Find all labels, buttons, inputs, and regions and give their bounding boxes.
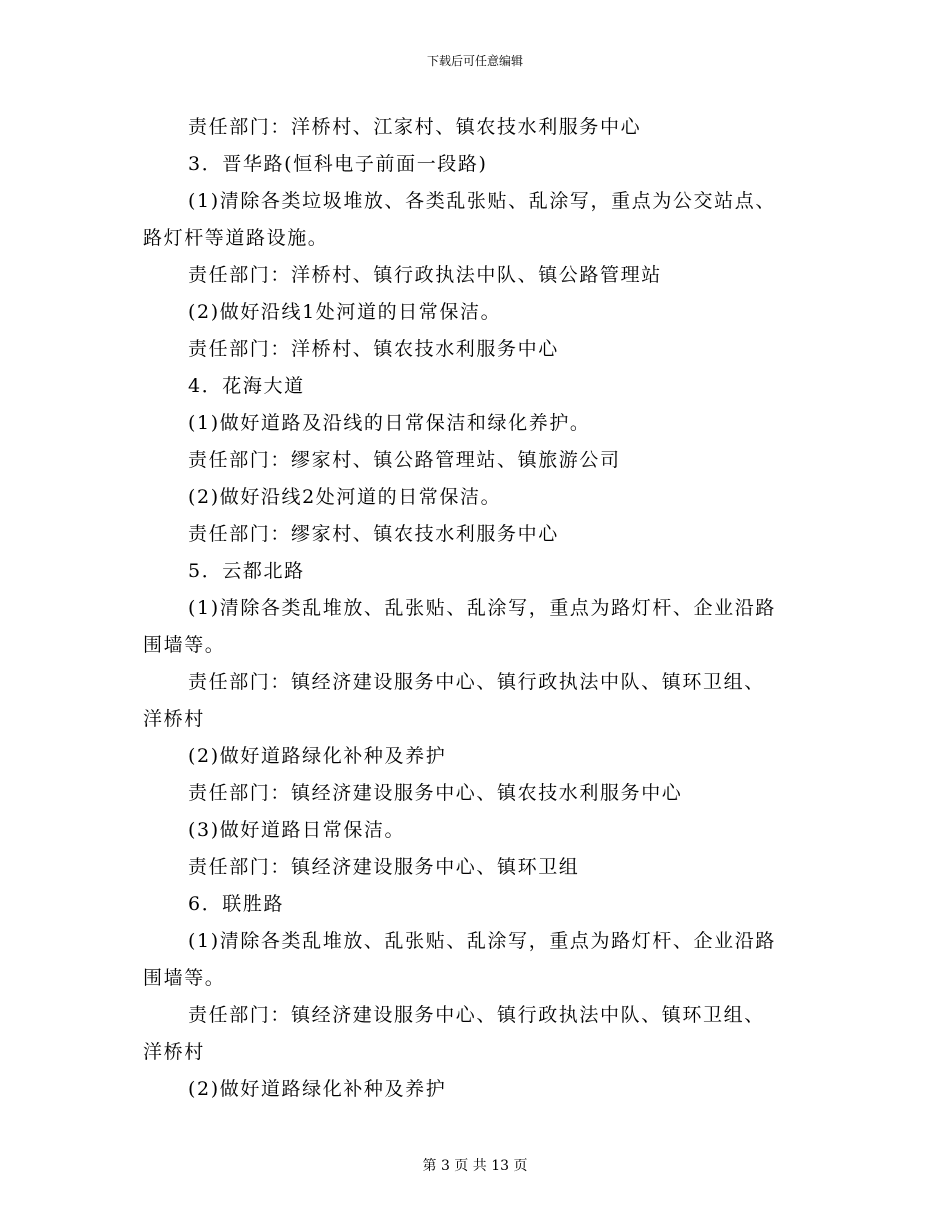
page-footer: 第 3 页 共 13 页: [422, 1158, 528, 1174]
section-heading: 3．晋华路(恒科电子前面一段路): [188, 153, 488, 175]
text-line: (2)做好沿线2处河道的日常保洁。: [188, 486, 502, 508]
section-heading: 5．云都北路: [188, 560, 305, 582]
section-heading: 4．花海大道: [188, 375, 305, 397]
text-line: 围墙等。: [143, 634, 226, 656]
page-header: 下载后可任意编辑: [426, 54, 523, 68]
text-line: 责任部门：镇经济建设服务中心、镇行政执法中队、镇环卫组、: [188, 1004, 765, 1026]
text-line: 责任部门：镇经济建设服务中心、镇农技水利服务中心: [188, 782, 683, 804]
text-line: 责任部门：洋桥村、镇行政执法中队、镇公路管理站: [188, 264, 662, 286]
text-line: 围墙等。: [143, 967, 226, 989]
text-line: (1)做好道路及沿线的日常保洁和绿化养护。: [188, 412, 591, 434]
text-line: 责任部门：缪家村、镇农技水利服务中心: [188, 523, 559, 545]
text-line: 洋桥村: [143, 1041, 205, 1063]
text-line: 洋桥村: [143, 708, 205, 730]
text-line: (2)做好沿线1处河道的日常保洁。: [188, 301, 502, 323]
text-line: 责任部门：镇经济建设服务中心、镇环卫组: [188, 856, 580, 878]
text-line: 责任部门：缪家村、镇公路管理站、镇旅游公司: [188, 449, 621, 471]
text-line: (2)做好道路绿化补种及养护: [188, 1078, 447, 1100]
text-line: (1)清除各类乱堆放、乱张贴、乱涂写，重点为路灯杆、企业沿路: [188, 597, 776, 619]
text-line: (1)清除各类垃圾堆放、各类乱张贴、乱涂写，重点为公交站点、: [188, 190, 776, 212]
text-line: 责任部门：洋桥村、镇农技水利服务中心: [188, 338, 559, 360]
text-line: (3)做好道路日常保洁。: [188, 819, 406, 841]
text-line: (2)做好道路绿化补种及养护: [188, 745, 447, 767]
text-line: 路灯杆等道路设施。: [143, 227, 329, 249]
text-line: (1)清除各类乱堆放、乱张贴、乱涂写，重点为路灯杆、企业沿路: [188, 930, 776, 952]
section-heading: 6．联胜路: [188, 893, 285, 915]
text-line: 责任部门：镇经济建设服务中心、镇行政执法中队、镇环卫组、: [188, 671, 765, 693]
text-line: 责任部门：洋桥村、江家村、镇农技水利服务中心: [188, 116, 642, 138]
